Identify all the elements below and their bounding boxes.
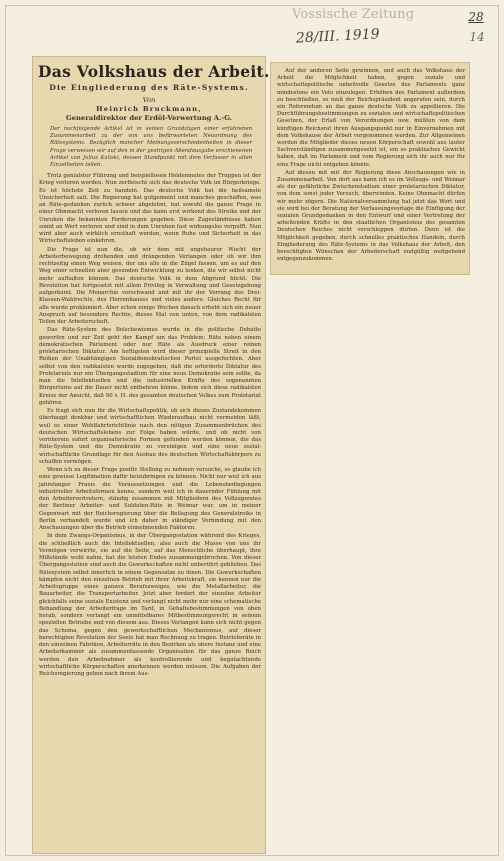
article-paragraph: Das Räte-System des Bolschewismus wurde in die politische Debatte geworfen und zur Zeit geht der Kampf um das Problem: Räte neben einem demokratischen Parlament oder nur Räte als Ausdruck einer reinen proletarischen Diktatur. Am heftigsten wird dieser prinzipielle Streit in den Reihen der Unabhängigen Sozialdemokratischen Partei ausgefochten. Aber selbst von den radikalsten wurde zugegeben, daß die erforderte Diktatur des Proletariats nur ein Übergangsstadium für eine neue Demokratie sein sollte, da man die Intellektuellen und die industriellen Kräfte des sogenannten Bürgertums auf die Dauer nicht entbehren könne. Indem sich diese radikalsten Kreise der Ansicht, daß 90 v. H. des gesamten deutschen Volkes zum Proletariat gehören. <box>39 327 261 406</box>
page-number-secondary: 14 <box>469 30 485 44</box>
article-body <box>39 173 261 678</box>
newspaper-clipping-continuation <box>270 62 470 275</box>
newspaper-clipping-main <box>32 56 270 854</box>
byline-von: Von <box>142 96 156 104</box>
article-paragraph: In dem Zwangs-Organismus, in der Übergangsstation während des Krieges, die schließlich auch die Intellektuellen, also auch die Masse von uns ihr Vermögen verwirrte, sie auf die Seite, auf das Menschliche überhaupt, ihre Mißstände wohl nahm, hat die letzten Endes zusammengebrochen. Von dieser Übergangsstation sind auch die Gewerkschaften nicht unberührt geblieben. Das Rätesystem selbst innerlich in einem Gegensatze zu ihnen. Die Gewerkschaften kämpfen nicht den einzelnen Betrieb mit ihrer Arbeitskraft, sie kennen nur die Arbeitsgruppe eines ganzen Berufszweiges, wie die Metallarbeiter, die Bauarbeiter, die Transportarbeiter. Jetzt aber fordert der einzelne Arbeiter gleichfalls seine soziale Existenz und verlangt nicht mehr nur eine schematische Behandlung der Arbeiterfrage im Tarif, in Gehaltsbestimmungen von oben herab, sondern verlangt ein unmittelbares Mitbestimmungsrecht in seinem speziellen Betriebe und von diesem aus. Dieses Verlangen kann sich nicht gegen das Schema, gegen den gewerkschaftlichen Mechanismus, auf dieser berechtigten Revolution der Seele hat man Rechnung zu tragen. Betriebsräte in den einzelnen Fabriken, Arbeiterräte in den Bezirken als obere Instanz und eine Arbeiterkammer als zusammenfassende Organisation für das ganze Reich werden den Arbeitnehmer als kontrollierende und begutachtende wirtschaftliche Körperschaften anerkennen werden müssen. Die Aufgaben der Reichsregierung gehen nach ihrem Aus- <box>39 533 261 678</box>
continuation-paragraph: Auf diesen mit mit der Regierung diese Anschauungen wie in Zusammenarbeit. Von dort aus kann ich es im Vollzugs- und Weimar als der gefährliche Zwischenstadium einer proletarischen Diktatur, von dem sonst jeder Versuch, überwinden. Keine Ohnmacht dürfen wir mehr zögern. Die Nationalversammlung hat jetzt das Wort und sie wird bei der Beratung der Verfassungsvorlage die Einfügung der sozialen Grundgedanken in den Entwurf und einer Vertretung der arbeitenden Kräfte in den staatlichen Organismus des gesamten Deutschen Reiches nicht verschleppen dürfen. Denn ist die Möglichkeit gegeben, durch schnelles praktisches Handeln, durch Eingliederung des Räte-Systems in das Volkshaus der Arbeit, den berechtigten Wünschen der Arbeiterschaft endgültig weitgehend entgegenzukommen. <box>277 169 465 263</box>
article-paragraph: Wenn ich zu dieser Frage positiv Stellung zu nehmen versuche, so glaube ich eine gewisse Legitimation dafür beizubringen zu können. Nicht nur weil ich aus jahrelanger Praxis die Voraussetzungen und die Lebensbedingungen industrieller Arbeitsformen kenne, sondern weil ich in dauernder Fühlung mit den Arbeitervertretern, ständig zusammen mit Mitgliedern des Vollzugsrates der Berliner Arbeiter- und Soldaten-Räte in Weimar war, um in meiner Gegenwart mit der Reichsregierung über die Beilegung des Generalstreiks in Berlin verhandelt wurde und ich daher in ständiger Verbindung mit den Anschauungen über die Betrieb einnehmenden Faktoren. <box>39 467 261 532</box>
author-title: Generaldirektor der Erdöl-Verwertung A.-G. <box>65 114 233 122</box>
newspaper-masthead: Vossische Zeitung <box>292 7 415 22</box>
article-paragraph: Die Frage ist nun die, ob wir dem mit ungeheurer Wucht der Arbeiterbewegung drohenden und drängenden Verlangen oder ob wir ihm rechtzeitig einen Weg weisen, der uns alle in die Zügel fassen, um es auf den Weg einer schnellen aber gesunden Entwicklung zu lenken, die wir selbst nicht mehr aufhalten können. Das deutsche Volk in dem Abgrund blickt. Die Revolution hat fortgesetzt mit allem Privileg in Verwaltung und Gesetzgebung aufgeräumt. Die Monarchie verschwand und mit ihr der Vorrang des Drei-Klassen-Wahlrechts, des Herrenhauses und vieles andere. Gleiches Recht für alle wurde proklamiert. Aber schon einige Wochen danach erhebt sich ein neuer Anspruch auf besondere Rechte, dieses Mal von unten, von dem radikalsten Teilen der Arbeiterschaft. <box>39 246 261 326</box>
article-paragraph: Es fragt sich nun für die Wirtschaftspolitik, ob sich dieses Zustandekommen überhaupt denkbar und wirtschaftlichen Wiederaufbau nicht vermeiden läßt, weil es einer Wohlfahrtsrichtlinie nach den nötigen Zusammenbrüchen des deutschen Wirtschaftslebens zur Folge haben würde, und ob nicht von vornherein sofort organisatorische Formen gefunden werden können, die das Räte-System und die Demokratie zu vereinigen und eine neue sozial-wirtschaftliche Grundlage für den Ausbau des deutschen Wirtschaftskörpers zu schaffen vermögen. <box>39 408 261 465</box>
article-paragraph: Trotz genialster Führung und beispiellosen Heldenmutes der Truppen ist der Krieg verloren worden. Nun zerfleischt sich das deutsche Volk im Bürgerkriege. Es ist höchste Zeit zu handeln. Das deutsche Volk hat die heilsamste Unsicherheit satt. Die Regierung hat gutgemeint und manches geschaffen, was an Räte-gedanken zurück schwer abgelehnt, hat sowohl die ganze Frage in einer Ohnmacht verloren lassen und das kann erst wirkend des Streiks und der Unruhen die bekannten Forderungen gegeben. Diese Zugeständnisse haben somit an Wert verloren und sind in dem Unruhen fast wirkungslos verpufft. Nun wird aber auch wirklich ernsthaft werden, wenn Ruhe und Sicherheit in das Wirtschaftsleben einkehren. <box>39 173 261 245</box>
continuation-paragraph: Auf der anderen Seite gewinnen, und auch das Volkshaus der Arbeit die Möglichkeit haben, gegen soziale und wirtschaftspolitische unheilvolle Gesetze des Parlaments ganz mindestens ein Veto einzulegen. Erhöhen des Parlament außerdem zu beschließen, so muß der Reichspräsident angerufen sein, durch ein Referendum an das ganze deutsche Volk zu appellieren. Die Durchführungsbestimmungen zu sozialen und wirtschaftspolitischen Gesetzen, der Erlaß von Verordnungen usw. müßten von dem künftigen Reichsrat ihren Ausgangspunkt nur in Einvernehmen mit dem Volkshause der Arbeit vorgenommen werden. Zur Allgemeinen werden die Mitglieder dieses neuen Körperschaft sowohl aus lauter Sachverständigen zusammengesetzt ist, ein so praktisches Gewicht haben, daß im Parlament und vom Regierung sich ihr auch nur für eine Frage nicht entgehen könnte. <box>277 68 465 168</box>
article-headline: Das Volkshaus der Arbeit. <box>38 62 270 81</box>
continuation-body <box>277 68 465 263</box>
editor-preface: Der nachfolgende Artikel ist in seinen Grundzügen einer erfahrenen Zusammenarbeit zu der von uns befürworteten Neuordnung des Rätesystems. Bezüglich mancher Meinungsverschiedenheiten in dieser Frage verweisen wir auf den in der gestrigen Abendausgabe erschienenen Artikel von Julius Kaliski, dessen Standpunkt mit dem Verfasser in allen Einzelheiten teilen. <box>50 126 252 169</box>
article-subhead: Die Eingliederung des Räte-Systems. <box>49 83 249 92</box>
handwritten-date: 28/III. 1919 <box>295 26 380 47</box>
page-number: 28 <box>468 10 484 24</box>
author-name: Heinrich Bruckmann, <box>96 105 202 113</box>
